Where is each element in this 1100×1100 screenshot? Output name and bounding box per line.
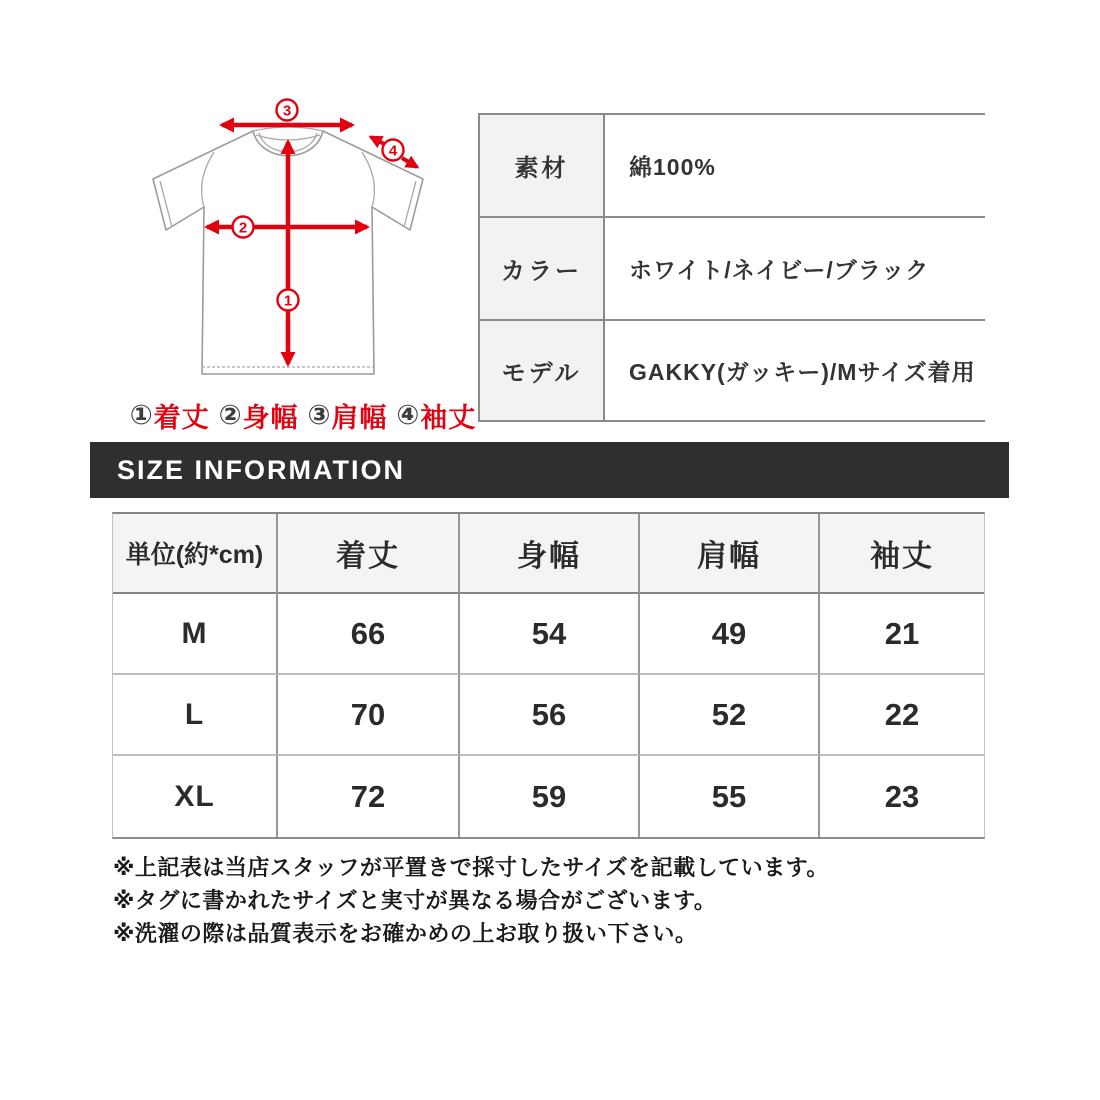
note-line-2: ※タグに書かれたサイズと実寸が異なる場合がございます。 [113,888,717,913]
size-row-m-shoulder: 49 [640,594,820,675]
legend-item-1 [130,396,210,435]
measurement-notes [113,851,829,950]
size-row-xl-width: 59 [460,756,640,837]
callout-num-3: 3 [282,102,292,120]
size-table [112,512,985,839]
info-row-model [478,319,985,422]
size-row-m-length: 66 [278,594,460,675]
product-info-table [478,113,985,422]
size-row-l-shoulder: 52 [640,675,820,756]
info-value-color: ホワイト/ネイビー/ブラック [629,257,930,283]
size-row-l-label: L [113,675,278,756]
legend-circled-4: ④ [396,400,420,430]
legend-item-2 [219,396,299,435]
arrow-sleeve-lower [402,158,417,167]
note-line-1: ※上記表は当店スタッフが平置きで採寸したサイズを記載しています。 [113,855,829,880]
size-row-m-width: 54 [460,594,640,675]
size-table-header-unit: 単位(約*cm) [113,514,278,594]
legend-label-2: 身幅 [242,403,299,433]
legend-label-4: 袖丈 [420,403,477,433]
legend-label-1: 着丈 [153,403,210,433]
info-label-color: カラー [478,218,605,319]
info-value-model: GAKKY(ガッキー)/Mサイズ着用 [629,359,976,385]
banner-title: SIZE INFORMATION [117,454,405,485]
legend-item-3 [308,396,388,435]
legend-item-4 [396,396,476,435]
size-table-header-width: 身幅 [460,514,640,594]
measurement-legend [118,396,488,435]
callout-num-2: 2 [238,219,248,237]
size-table-header-shoulder: 肩幅 [640,514,820,594]
legend-circled-1: ① [129,400,153,430]
size-row-xl-sleeve: 23 [820,756,984,837]
size-row-m-sleeve: 21 [820,594,984,675]
size-row-xl-length: 72 [278,756,460,837]
callout-num-4: 4 [388,142,398,160]
size-information-banner [90,442,1009,498]
legend-circled-2: ② [218,400,242,430]
size-row-l-sleeve: 22 [820,675,984,756]
info-label-material: 素材 [478,115,605,216]
callout-num-1: 1 [283,292,293,310]
info-row-color [478,216,985,319]
size-row-xl-shoulder: 55 [640,756,820,837]
size-row-xl-label: XL [113,756,278,837]
info-value-material: 綿100% [629,154,716,180]
legend-label-3: 肩幅 [331,403,388,433]
legend-circled-3: ③ [307,400,331,430]
info-label-model: モデル [478,321,605,420]
size-table-header-length: 着丈 [278,514,460,594]
tshirt-measurement-diagram [130,90,475,405]
note-line-3: ※洗濯の際は品質表示をお確かめの上お取り扱い下さい。 [113,921,698,946]
info-row-material [478,113,985,216]
size-row-l-length: 70 [278,675,460,756]
size-row-l-width: 56 [460,675,640,756]
size-table-header-sleeve: 袖丈 [820,514,984,594]
size-row-m-label: M [113,594,278,675]
